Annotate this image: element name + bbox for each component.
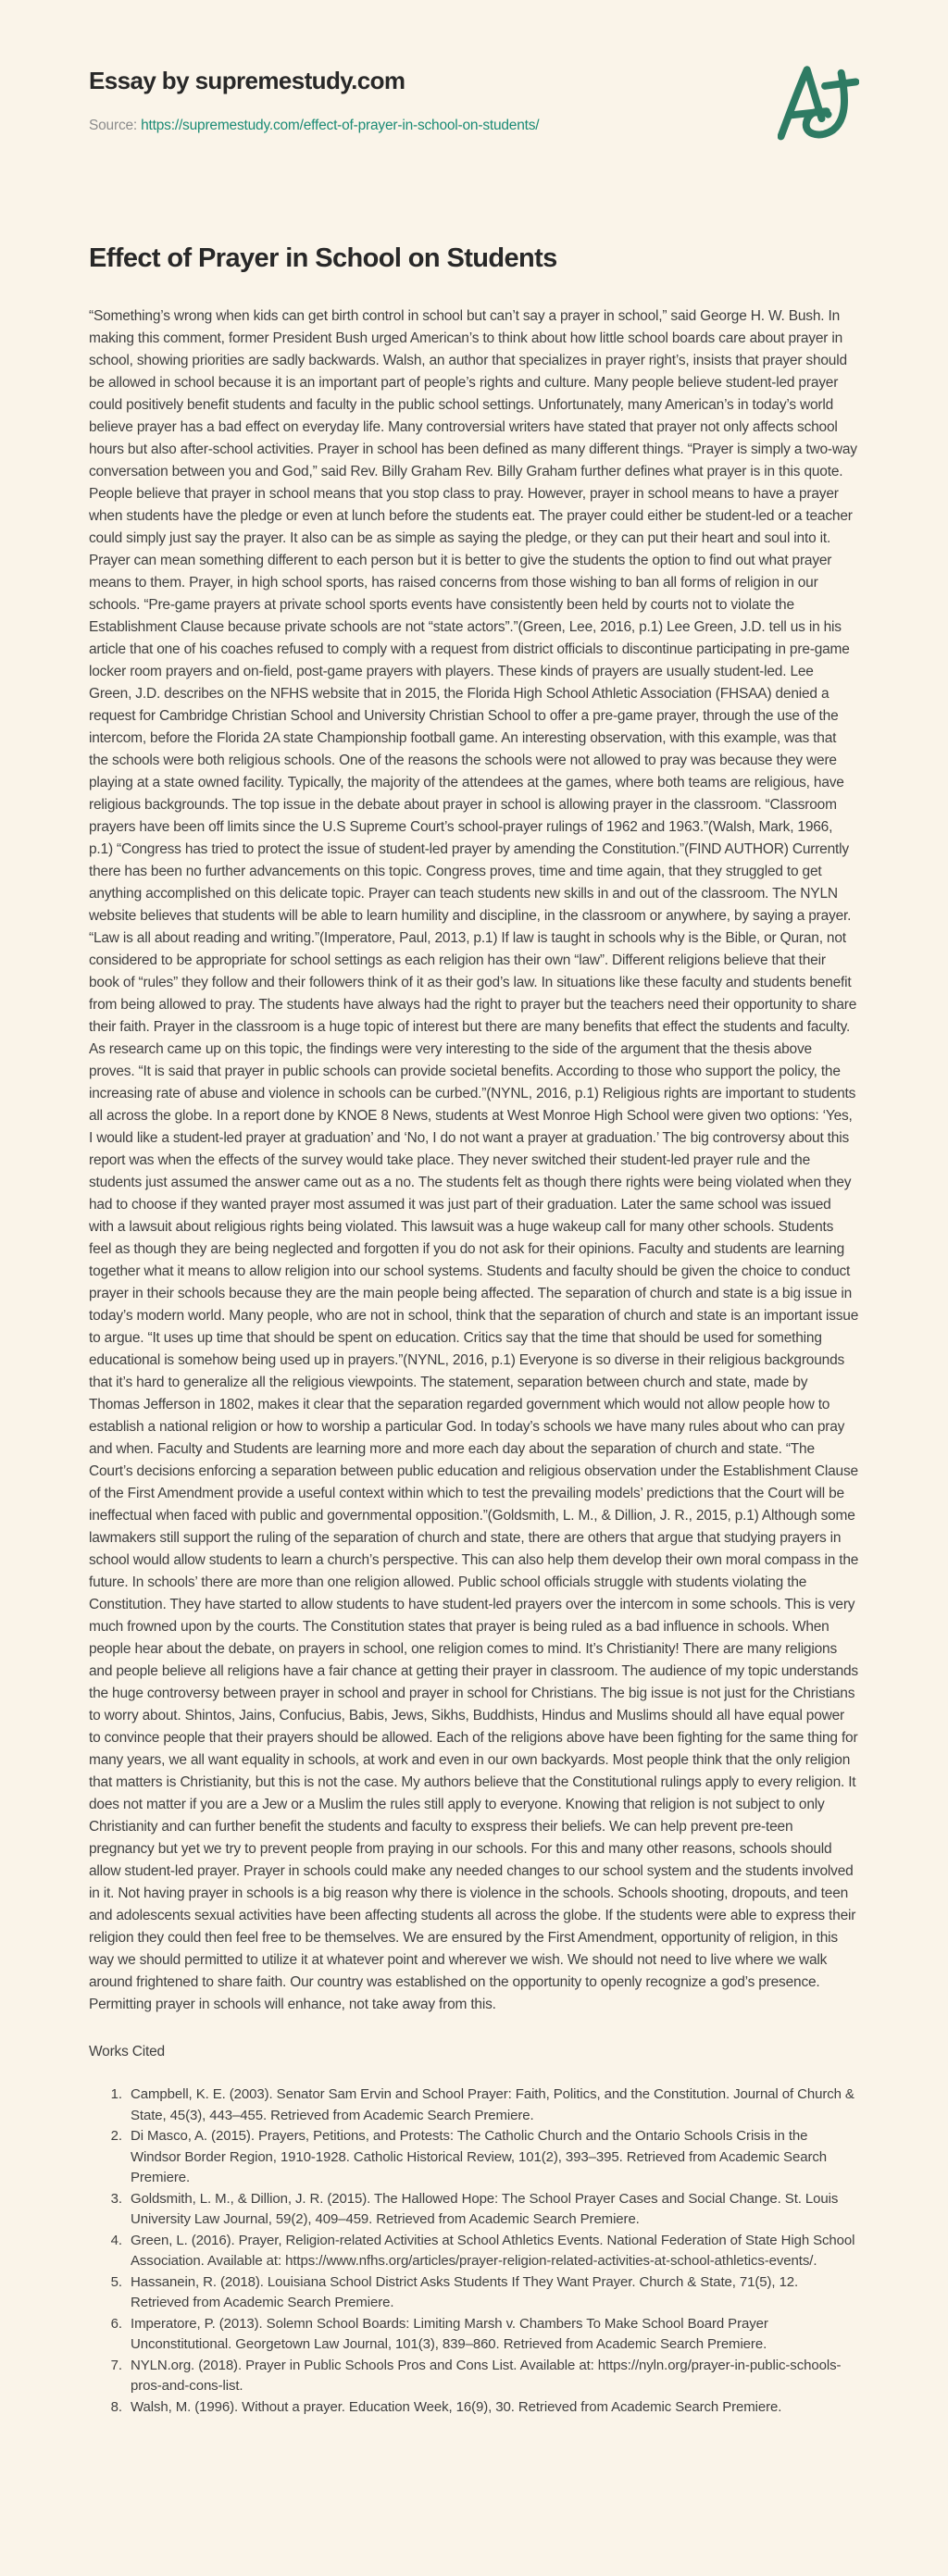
page-header [89,67,859,134]
works-cited-list [89,2084,859,2418]
logo-letter-a-stroke [781,69,822,136]
citation-item: 3. Goldsmith, L. M., & Dillion, J. R. (2015). The Hallowed Hope: The School Prayer Cases and Social Change. St. Louis University Law Journal, 59(2), 409–459. Retrieved from Academic Search Premiere. [126,2189,859,2231]
a-plus-logo [778,61,859,150]
citation-item: 4. Green, L. (2016). Prayer, Religion-related Activities at School Athletics Events. National Federation of State High School Association. Available at: https://www.nfhs.org/articles/prayer-religion-related-activities-at-school-athletics-events/. [126,2231,859,2272]
citation-item: 7. NYLN.org. (2018). Prayer in Public Schools Pros and Cons List. Available at: https://nyln.org/prayer-in-public-schools-pros-and-cons-list. [126,2356,859,2397]
citation-item: 2. Di Masco, A. (2015). Prayers, Petitions, and Protests: The Catholic Church and the Ontario Schools Crisis in the Windsor Border Region, 1910-1928. Catholic Historical Review, 101(2), 393–395. Retrieved from Academic Search Premiere. [126,2126,859,2189]
works-cited-heading: Works Cited [89,2044,165,2060]
source-link[interactable]: https://supremestudy.com/effect-of-prayer-in-school-on-students/ [141,118,540,133]
logo-plus-stroke [825,81,855,85]
article [89,243,859,2418]
page-title: Essay by supremestudy.com [89,67,405,94]
source-line [89,118,859,134]
source-label: Source: [89,118,142,133]
article-title: Effect of Prayer in School on Students [89,243,557,273]
citation-item: 1. Campbell, K. E. (2003). Senator Sam Ervin and School Prayer: Faith, Politics, and the Constitution. Journal of Church & State, 45(3), 443–455. Retrieved from Academic Search Premiere. [126,2084,859,2126]
citation-item: 5. Hassanein, R. (2018). Louisiana School District Asks Students If They Want Prayer. Church & State, 71(5), 12. Retrieved from Academic Search Premiere. [126,2272,859,2314]
citation-item: 6. Imperatore, P. (2013). Solemn School Boards: Limiting Marsh v. Chambers To Make School Board Prayer Unconstitutional. Georgetown Law Journal, 101(3), 839–860. Retrieved from Academic Search Premiere. [126,2314,859,2356]
citation-item: 8. Walsh, M. (1996). Without a prayer. Education Week, 16(9), 30. Retrieved from Academic Search Premiere. [126,2397,859,2419]
article-body: “Something’s wrong when kids can get birth control in school but can’t say a prayer in school,” said George H. W. Bush. In making this comment, former President Bush urged American’s to think about how little school boards care about prayer in school, showing priorities are sadly backwards. Walsh, an author that specializes in prayer right’s, insists that prayer should be allowed in school because it is an important part of people’s rights and culture. Many people believe student-led prayer could positively benefit students and faculty in the public school settings. Unfortunately, many American’s in today’s world believe prayer has a bad effect on everyday life. Many controversial writers have stated that prayer not only affects school hours but also after-school activities. Prayer in school has been defined as many different things. “Prayer is simply a two-way conversation between you and God,” said Rev. Billy Graham Rev. Billy Graham further defines what prayer is in this quote. People believe that prayer in school means that you stop class to pray. However, prayer in school means to have a prayer when students have the pledge or even at lunch before the students eat. The prayer could either be student-led or a teacher could simply just say the prayer. It also can be as simple as saying the pledge, or they can put their heart and soul into it. Prayer can mean something different to each person but it is better to give the students the option to find out what prayer means to them. Prayer, in high school sports, has raised concerns from those wishing to ban all forms of religion in our schools. “Pre-game prayers at private school sports events have consistently been held by courts not to violate the Establishment Clause because private schools are not “state actors”.”(Green, Lee, 2016, p.1) Lee Green, J.D. tell us in his article that one of his coaches refused to comply with a request from district officials to discontinue participating in pre-game locker room prayers and on-field, post-game prayers with players. These kinds of prayers are usually student-led. Lee Green, J.D. describes on the NFHS website that in 2015, the Florida High School Athletic Association (FHSAA) denied a request for Cambridge Christian School and University Christian School to offer a pre-game prayer, through the use of the intercom, before the Florida 2A state Championship football game. An interesting observation, with this example, was that the schools were both religious schools. One of the reasons the schools were not allowed to pray was because they were playing at a state owned facility. Typically, the majority of the attendees at the games, where both teams are religious, have religious backgrounds. The top issue in the debate about prayer in school is allowing prayer in the classroom. “Classroom prayers have been off limits since the U.S Supreme Court’s school-prayer rulings of 1962 and 1963.”(Walsh, Mark, 1966, p.1) “Congress has tried to protect the issue of student-led prayer by amending the Constitution.”(FIND AUTHOR) Currently there has been no further advancements on this topic. Congress proves, time and time again, that they struggled to get anything accomplished on this delicate topic. Prayer can teach students new skills in and out of the classroom. The NYLN website believes that students will be able to learn humility and discipline, in the classroom or anywhere, by saying a prayer. “Law is all about reading and writing.”(Imperatore, Paul, 2013, p.1) If law is taught in schools why is the Bible, or Quran, not considered to be appropriate for school settings as each religion has their own “law”. Different religions believe that their book of “rules” they follow and their followers think of it as their god’s law. In situations like these faculty and students benefit from being allowed to pray. The students have always had the right to prayer but the teachers need their opportunity to share their faith. Prayer in the classroom is a huge topic of interest but there are many benefits that effect the students and faculty. As research came up on this topic, the findings were very interesting to the side of the argument that the thesis above proves. “It is said that prayer in public schools can provide societal benefits. According to those who support the policy, the increasing rate of abuse and violence in schools can be curbed.”(NYNL, 2016, p.1) Religious rights are important to students all across the globe. In a report done by KNOE 8 News, students at West Monroe High School were given two options: ‘Yes, I would like a student-led prayer at graduation’ and ‘No, I do not want a prayer at graduation.’ The big controversy about this report was when the effects of the survey would take place. They never switched their student-led prayer rule and the students just assumed the answer came out as a no. The students felt as though there rights were being violated when they had to choose if they wanted prayer most assumed it was just part of their graduation. Later the same school was issued with a lawsuit about religious rights being violated. This lawsuit was a huge wakeup call for many other schools. Students feel as though they are being neglected and forgotten if you do not ask for their opinions. Faculty and students are learning together what it means to allow religion into our school systems. Students and faculty should be given the choice to conduct prayer in their schools because they are the main people being affected. The separation of church and state is a big issue in today’s modern world. Many people, who are not in school, think that the separation of church and state is an important issue to argue. “It uses up time that should be spent on education. Critics say that the time that should be used for something educational is somehow being used up in prayers.”(NYNL, 2016, p.1) Everyone is so diverse in their religious backgrounds that it’s hard to generalize all the religious viewpoints. The statement, separation between church and state, made by Thomas Jefferson in 1802, makes it clear that the separation regarded government which would not allow people how to establish a national religion or how to worship a particular God. In today’s schools we have many rules about who can pray and when. Faculty and Students are learning more and more each day about the separation of church and state. “The Court’s decisions enforcing a separation between public education and religious observation under the Establishment Clause of the First Amendment provide a useful context within which to test the prevailing models’ predictions that the Court will be ineffectual when faced with public and governmental opposition.”(Goldsmith, L. M., & Dillion, J. R., 2015, p.1) Although some lawmakers still support the ruling of the separation of church and state, there are others that argue that studying prayers in school would allow students to learn a church’s perspective. This can also help them develop their own moral compass in the future. In schools’ there are more than one religion allowed. Public school officials struggle with students violating the Constitution. They have started to allow students to have student-led prayers over the intercom in some schools. This is very much frowned upon by the courts. The Constitution states that prayer is being ruled as a bad influence in schools. When people hear about the debate, on prayers in school, one religion comes to mind. It’s Christianity! There are many religions and people believe all religions have a fair chance at getting their prayer in classroom. The audience of my topic understands the huge controversy between prayer in school and prayer in school for Christians. The big issue is not just for the Christians to worry about. Shintos, Jains, Confucius, Babis, Jews, Sikhs, Buddhists, Hindus and Muslims should all have equal power to convince people that their prayers should be allowed. Each of the religions above have been fighting for the same thing for many years, we all want equality in schools, at work and even in our own backyards. Most people think that the only religion that matters is Christianity, but this is not the case. My authors believe that the Constitutional rulings apply to every religion. It does not matter if you are a Jew or a Muslim the rules still apply to everyone. Knowing that religion is not subject to only Christianity and can further benefit the students and faculty to exspress their beliefs. We can help prevent pre-teen pregnancy but yet we try to prevent people from praying in our schools. For this and many other reasons, schools should allow student-led prayer. Prayer in schools could make any needed changes to our school system and the students involved in it. Not having prayer in schools is a big reason why there is violence in the schools. Schools shooting, dropouts, and teen and adolescents sexual activities have been affecting students all across the globe. If the students were able to express their religion they could then feel free to be themselves. We are ensured by the First Amendment, opportunity of religion, in this way we should permitted to utilize it at whatever point and wherever we wish. We should not need to live where we walk around frightened to share faith. Our country was established on the opportunity to openly recognize a god’s presence. Permitting prayer in schools will enhance, not take away from this. [89,308,859,2012]
